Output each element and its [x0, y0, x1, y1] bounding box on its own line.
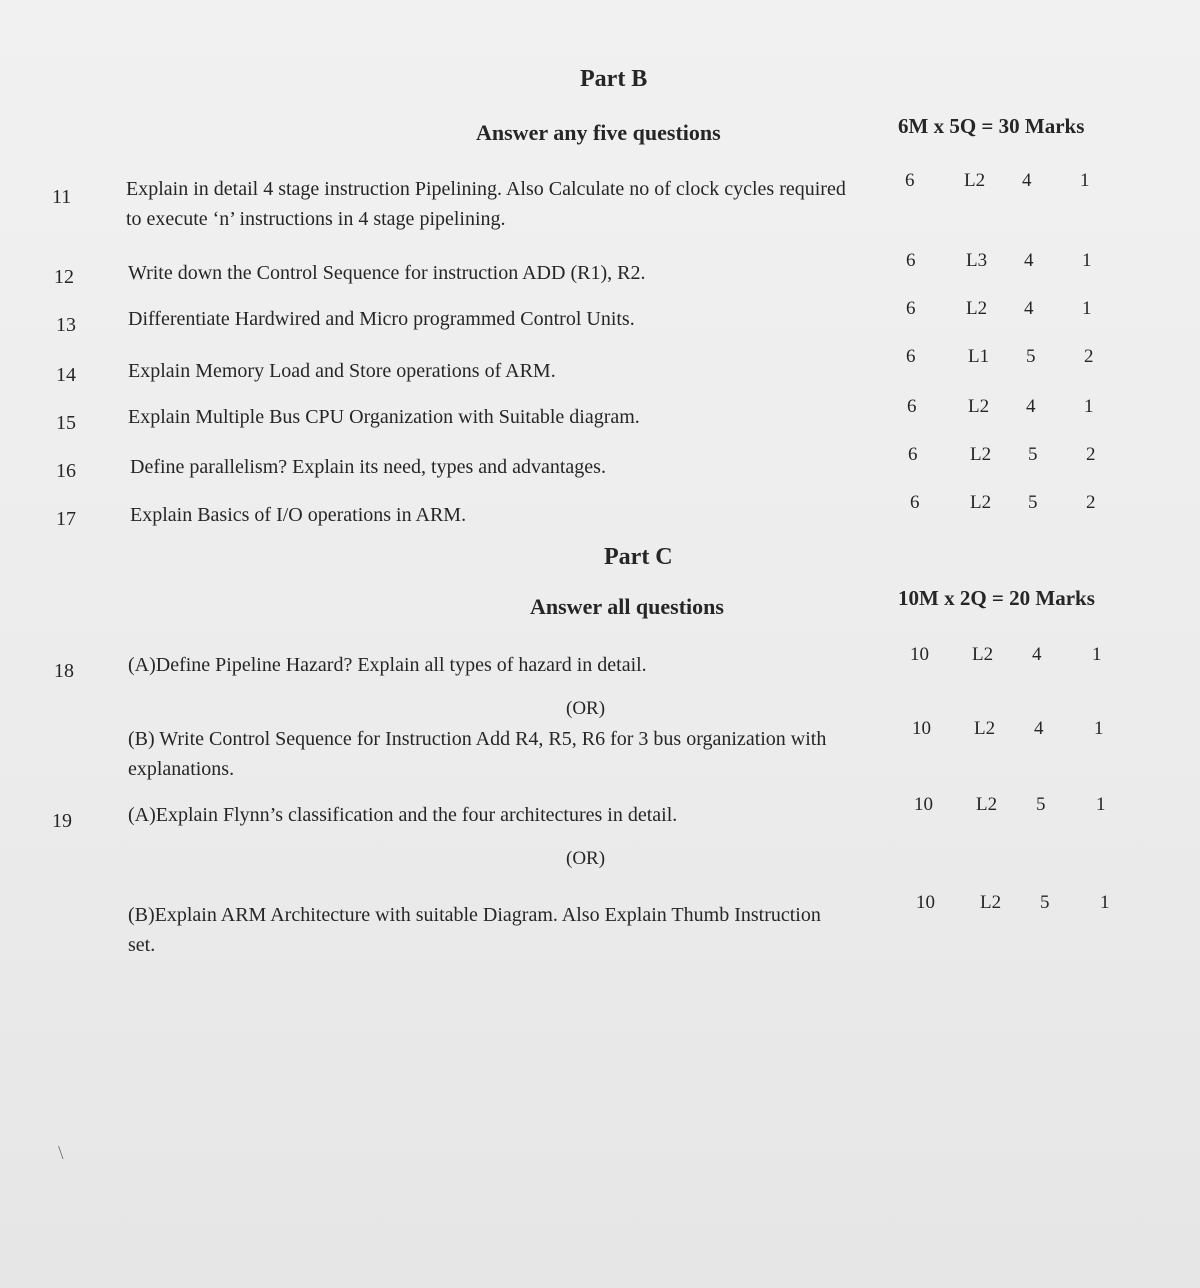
question-level: L2: [972, 644, 994, 665]
question-number: 16: [56, 460, 76, 482]
question-po: 1: [1092, 644, 1102, 665]
question-marks: 6: [906, 346, 916, 367]
question-text: Define parallelism? Explain its need, types and advantages.: [130, 456, 606, 478]
part-c-instruction: Answer all questions: [530, 594, 724, 619]
or-separator: (OR): [566, 848, 606, 869]
question-marks: 10: [912, 718, 931, 739]
question-po: 1: [1080, 170, 1090, 191]
question-po: 1: [1100, 892, 1110, 913]
question-co: 4: [1034, 718, 1044, 739]
question-po: 1: [1094, 718, 1104, 739]
part-c-marks-summary: 10M x 2Q = 20 Marks: [898, 586, 1095, 610]
part-b-title: Part B: [580, 66, 648, 92]
question-number: 19: [52, 810, 72, 832]
part-c-title: Part C: [604, 544, 673, 570]
question-po: 2: [1086, 492, 1096, 513]
question-marks: 6: [905, 170, 915, 191]
question-text: Differentiate Hardwired and Micro programmed Control Units.: [128, 308, 635, 330]
question-number: 12: [54, 266, 74, 288]
question-text: Explain Basics of I/O operations in ARM.: [130, 504, 467, 526]
stray-pen-mark: \: [58, 1142, 64, 1164]
question-level: L2: [970, 492, 992, 513]
question-level: L3: [966, 250, 988, 271]
or-separator: (OR): [566, 698, 606, 719]
question-number: 13: [56, 314, 76, 336]
question-co: 4: [1024, 250, 1034, 271]
question-level: L2: [976, 794, 998, 815]
question-level: L2: [980, 892, 1002, 913]
question-text-a: (A)Explain Flynn’s classification and the four architectures in detail.: [128, 804, 678, 826]
question-level: L1: [968, 346, 990, 367]
question-number: 17: [56, 508, 76, 530]
question-text: Explain Multiple Bus CPU Organization with Suitable diagram.: [128, 406, 640, 428]
question-level: L2: [966, 298, 988, 319]
question-marks: 6: [908, 444, 918, 465]
question-po: 2: [1086, 444, 1096, 465]
question-marks: 6: [906, 250, 916, 271]
question-co: 4: [1024, 298, 1034, 319]
question-marks: 10: [914, 794, 933, 815]
question-text: Explain in detail 4 stage instruction Pipelining. Also Calculate no of clock cycles required to execute ‘n’ instructions in 4 stage pipelining.: [126, 178, 846, 230]
question-text-a: (A)Define Pipeline Hazard? Explain all types of hazard in detail.: [128, 654, 647, 676]
question-number: 18: [54, 660, 74, 682]
question-text-b: (B) Write Control Sequence for Instruction Add R4, R5, R6 for 3 bus organization with explanations.: [128, 728, 827, 780]
part-b-marks-summary: 6M x 5Q = 30 Marks: [898, 114, 1085, 138]
question-po: 1: [1096, 794, 1106, 815]
question-level: L2: [968, 396, 990, 417]
question-text: Write down the Control Sequence for instruction ADD (R1), R2.: [128, 262, 646, 284]
question-co: 5: [1028, 492, 1038, 513]
question-co: 4: [1022, 170, 1032, 191]
question-co: 5: [1040, 892, 1050, 913]
question-level: L2: [964, 170, 986, 191]
question-marks: 6: [906, 298, 916, 319]
question-co: 4: [1026, 396, 1036, 417]
question-co: 5: [1028, 444, 1038, 465]
question-text-b: (B)Explain ARM Architecture with suitable Diagram. Also Explain Thumb Instruction set.: [128, 904, 821, 956]
question-level: L2: [974, 718, 996, 739]
question-po: 1: [1082, 250, 1092, 271]
question-po: 2: [1084, 346, 1094, 367]
question-marks: 10: [916, 892, 935, 913]
question-number: 15: [56, 412, 76, 434]
question-marks: 6: [910, 492, 920, 513]
question-po: 1: [1082, 298, 1092, 319]
part-b-instruction: Answer any five questions: [476, 120, 721, 145]
question-co: 4: [1032, 644, 1042, 665]
question-level: L2: [970, 444, 992, 465]
question-co: 5: [1036, 794, 1046, 815]
question-number: 14: [56, 364, 76, 386]
question-number: 11: [52, 186, 72, 208]
question-co: 5: [1026, 346, 1036, 367]
question-marks: 10: [910, 644, 929, 665]
question-marks: 6: [907, 396, 917, 417]
question-po: 1: [1084, 396, 1094, 417]
question-text: Explain Memory Load and Store operations of ARM.: [128, 360, 556, 382]
